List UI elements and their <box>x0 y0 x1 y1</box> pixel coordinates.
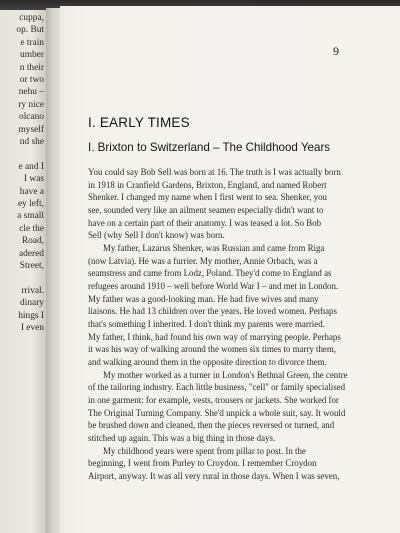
page-number: 9 <box>333 44 339 58</box>
left-page-fragment: I even <box>20 323 44 333</box>
left-page-fragment: ry nice <box>18 99 44 110</box>
body-line: My father was a good-looking man. He had five wives and many <box>88 293 319 304</box>
chapter-title: I. EARLY TIMES <box>88 115 190 130</box>
left-page-fragment: hings I <box>18 310 44 321</box>
body-line: in 1918 in Cranfield Gardens, Brixton, England, and named Robert <box>88 179 327 190</box>
left-page-fragment: adered <box>19 248 44 259</box>
body-line: My father, I think, had found his own way of marrying people. Perhaps <box>88 331 341 342</box>
body-line: beginning, I went from Purley to Croydon. I remember Croydon <box>88 458 317 469</box>
left-page-fragment: Street, <box>19 261 44 271</box>
left-page-fragment: n their <box>19 62 44 73</box>
left-page-fragment: myself <box>18 124 44 135</box>
left-page-fragment: or two <box>19 75 44 85</box>
body-text <box>88 166 348 483</box>
left-page-fragment: op. But <box>16 25 44 36</box>
body-line: see, sounded very like an ailment seamen especially didn't want to <box>88 205 324 216</box>
left-page <box>0 10 48 533</box>
body-line: be brushed down and cleaned, then the pieces reversed or turned, and <box>88 420 335 431</box>
left-page-fragment: umber <box>20 50 44 61</box>
left-page-fragment: have a <box>19 186 44 197</box>
body-line: You could say Bob Sell was born at 16. The truth is I was actually born <box>88 167 341 177</box>
left-page-fragment: nd she <box>19 137 44 147</box>
body-line: have on a certain part of their anatomy. I was teased a lot. So Bob <box>88 217 322 228</box>
body-line: liaisons. He had 13 children over the years. He loved women. Perhaps <box>88 306 337 317</box>
body-line: The Original Turning Company. She'd unpick a whole suit, say. It would <box>88 407 346 418</box>
body-line: My mother worked as a turner in London's Bethnal Green, the centre <box>103 369 348 380</box>
left-page-fragment: e train <box>20 37 44 48</box>
body-line: (now Latvia). He was a furrier. My mother, Annie Orbach, was a <box>88 255 318 266</box>
section-title: I. Brixton to Switzerland – The Childhood Years <box>88 141 331 154</box>
body-line: My childhood years were spent from pillar to post. In the <box>103 445 306 456</box>
body-line: of the tailoring industry. Each little business, "cell" or family specialised <box>88 382 346 393</box>
body-line: seamstress and came from Lodz, Poland. They'd come to England as <box>88 268 332 279</box>
left-page-fragment: e and I <box>18 161 44 172</box>
left-page-fragment: cuppa, <box>19 13 44 23</box>
body-line: it was his way of walking around the women six times to marry them, <box>88 344 336 355</box>
body-line: Sell (why Sell I don't know) was born. <box>88 230 225 241</box>
left-page-fragment: olcano <box>19 112 44 123</box>
left-page-fragment: cle the <box>19 223 44 234</box>
body-line: and walking around them in the opposite direction to divorce them. <box>88 357 327 368</box>
left-page-fragment: nehu – <box>18 87 44 98</box>
body-line: My father, Lazarus Shenker, was Russian and came from Riga <box>103 243 325 254</box>
left-page-fragment: rrival. <box>21 285 44 296</box>
body-line: in one garment: for example, vests, trousers or jackets. She worked for <box>88 395 339 406</box>
left-page-fragment: I was <box>23 174 44 185</box>
body-line: that's something I inherited. I don't think my parents were married. <box>88 319 325 330</box>
body-line: Airport, anyway. It was all very rural in those days. When I was seven, <box>88 471 340 482</box>
left-page-fragment: Road, <box>21 236 44 247</box>
body-line: stitched up again. This was a big thing in those days. <box>88 433 276 444</box>
left-page-fragment: ey left, <box>17 199 44 209</box>
left-page-fragment: a small <box>17 211 44 222</box>
body-line: Shenker. I changed my name when I first went to sea. Shenker, you <box>88 192 327 203</box>
body-line: refugees around 1910 – well before World War I – and met in London. <box>88 281 339 292</box>
left-page-fragment: dinary <box>20 298 44 309</box>
